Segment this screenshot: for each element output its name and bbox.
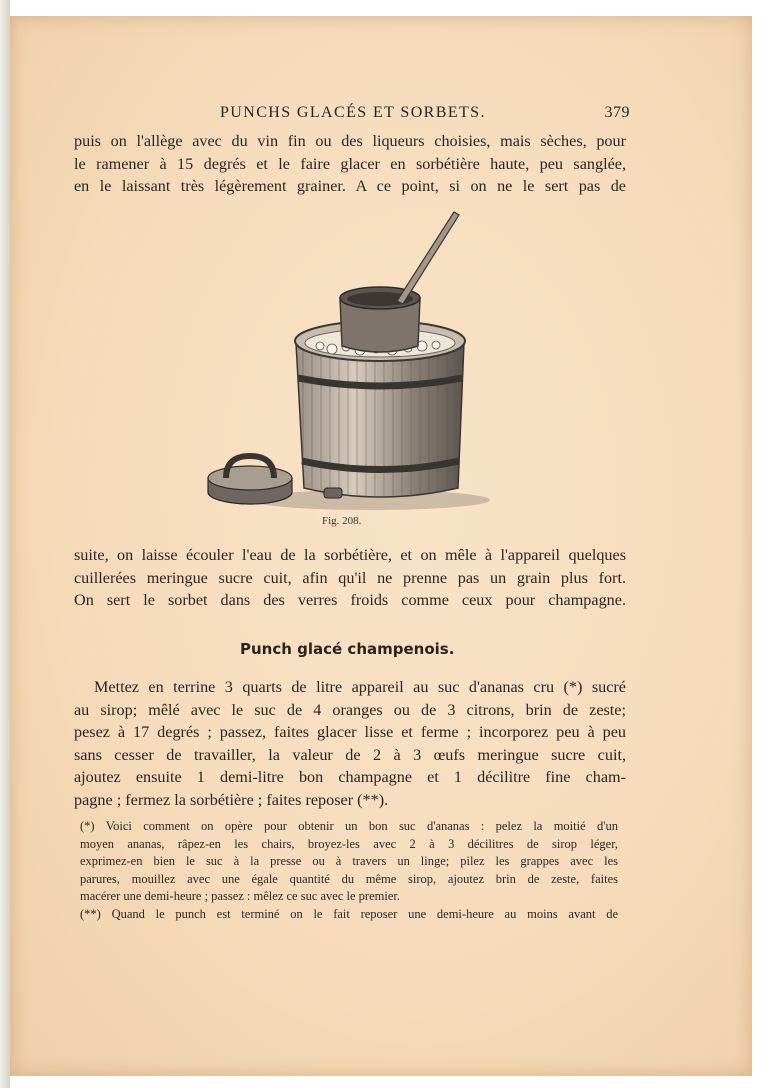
text-line: le ramener à 15 degrés et le faire glacer en sorbétière haute, peu sanglée,: [74, 154, 626, 173]
text-line: ajoutez ensuite 1 demi-litre bon champagne et 1 décilitre fine cham-: [74, 768, 626, 786]
figure-caption: Fig. 208.: [322, 515, 362, 527]
text-line: cuillerées meringue sucre cuit, afin qu'il ne prenne pas un grain plus fort.: [74, 568, 626, 587]
page-edge: [0, 0, 10, 1088]
paragraph-3: [74, 676, 626, 811]
section-heading: Punch glacé champenois.: [240, 640, 455, 658]
footnotes: [80, 818, 618, 923]
text-line: en le laissant très légèrement grainer. A ce point, si on ne le sert pas de: [74, 177, 626, 195]
footnote-line: (**) Quand le punch est terminé on le fait reposer une demi-heure au moins avant de: [80, 906, 618, 921]
footnote-line: parures, mouillez avec une égale quantité du même sirop, ajoutez brin de zeste, faites: [80, 871, 618, 886]
sorbetiere-illustration: [200, 206, 500, 516]
text-line: pagne ; fermez la sorbétière ; faites reposer (**).: [74, 790, 389, 809]
text-line: pesez à 17 degrés ; passez, faites glacer lisse et ferme ; incorporez peu à peu: [74, 723, 626, 741]
text-line: sans cesser de travailler, la valeur de 2 à 3 œufs meringue sucre cuit,: [74, 745, 626, 764]
footnote-line: macérer une demi-heure ; passez : mêlez ce suc avec le premier.: [80, 889, 400, 903]
paragraph-1: [74, 130, 626, 198]
text-line: puis on l'allège avec du vin fin ou des liqueurs choisies, mais sèches, pour: [74, 132, 626, 150]
running-title: PUNCHS GLACÉS ET SORBETS.: [220, 104, 486, 121]
text-line: au sirop; mêlé avec le suc de 4 oranges ou de 3 citrons, brin de zeste;: [74, 700, 626, 719]
page-number: 379: [604, 104, 630, 121]
footnote-line: (*) Voici comment on opère pour obtenir un bon suc d'ananas : pelez la moitié d'un: [80, 819, 618, 833]
text-line: On sert le sorbet dans des verres froids comme ceux pour champagne.: [74, 591, 626, 609]
paragraph-2: [74, 544, 626, 612]
text-line: suite, on laisse écouler l'eau de la sorbétière, et on mêle à l'appareil quelques: [74, 546, 626, 564]
footnote-line: exprimez-en bien le suc à la presse ou à travers un linge; pilez les grappes avec les: [80, 854, 618, 868]
text-line: Mettez en terrine 3 quarts de litre appareil au suc d'ananas cru (*) sucré: [94, 678, 626, 696]
footnote-line: moyen ananas, râpez-en les chairs, broyez-les avec 2 à 3 décilitres de sirop léger,: [80, 836, 618, 851]
